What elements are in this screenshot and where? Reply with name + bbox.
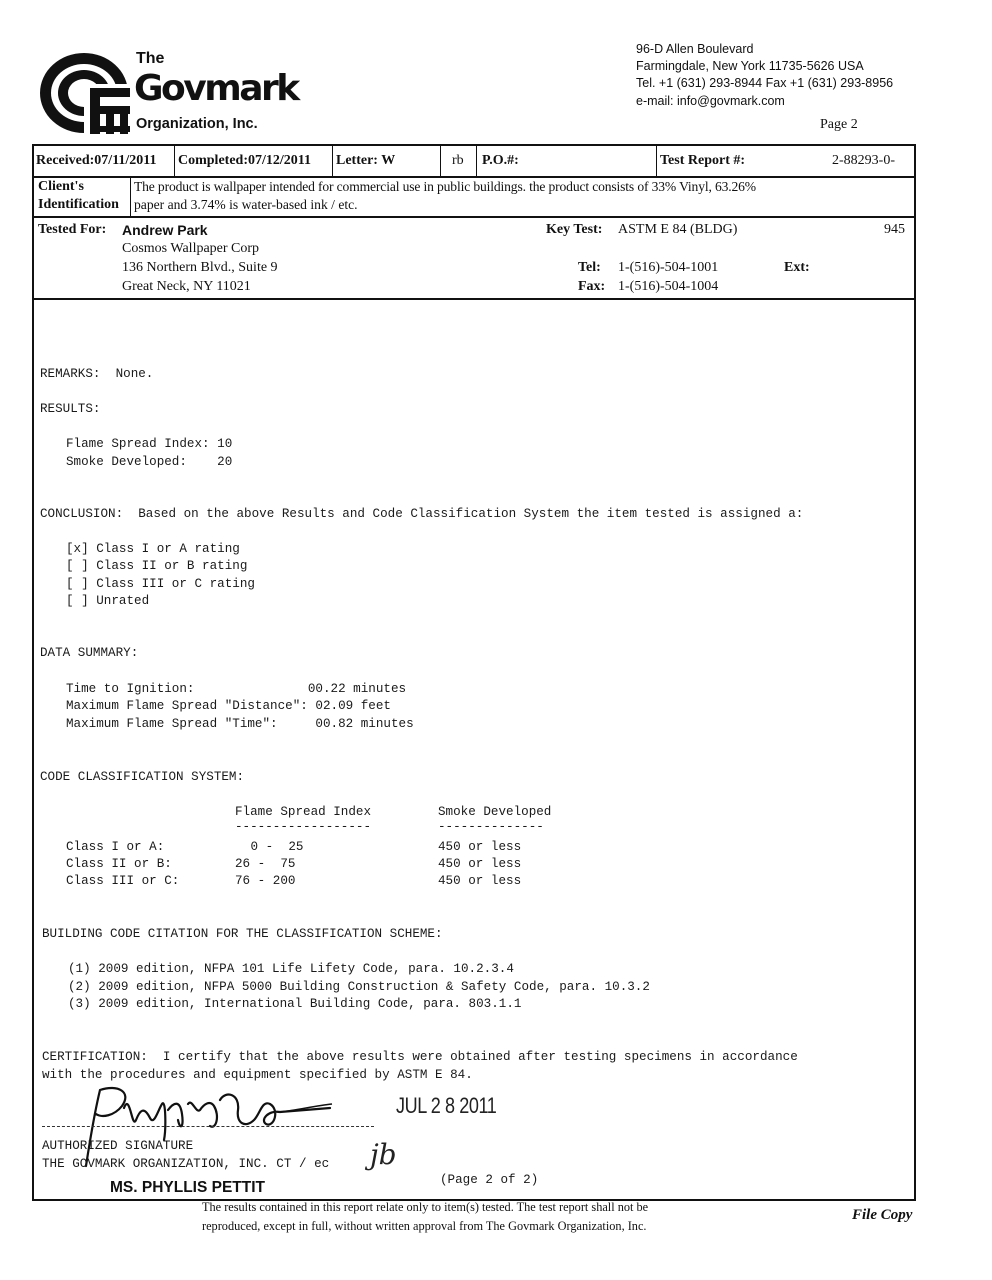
- tested-for-label: Tested For:: [38, 222, 107, 237]
- report-body-border: [32, 299, 916, 1201]
- conclusion-line: CONCLUSION: Based on the above Results and Code Classification System the item tested is assigned a:: [40, 507, 804, 521]
- key-test-value: ASTM E 84 (BLDG): [618, 222, 738, 237]
- smoke-developed-result: Smoke Developed: 20: [66, 455, 233, 469]
- key-test-code: 945: [884, 222, 905, 237]
- fax-label: Fax:: [578, 279, 606, 294]
- received-date-stamp: JUL 2 8 2011: [396, 1093, 497, 1118]
- logo-organization-text: Organization, Inc.: [136, 116, 258, 132]
- certification-line1: CERTIFICATION: I certify that the above results were obtained after testing specimens in accordance: [42, 1050, 798, 1064]
- logo-the-text: The: [136, 50, 165, 67]
- handwritten-initials: jb: [370, 1138, 397, 1171]
- citation-item: (3) 2009 edition, International Building Code, para. 803.1.1: [68, 997, 522, 1011]
- tel-label: Tel:: [578, 260, 601, 275]
- data-summary-ignition: Time to Ignition: 00.22 minutes: [66, 682, 407, 696]
- authorized-signature-label: AUTHORIZED SIGNATURE: [42, 1139, 194, 1153]
- code-row-smoke: 450 or less: [438, 840, 522, 854]
- page-label: Page 2: [820, 117, 858, 132]
- data-summary-distance: Maximum Flame Spread "Distance": 02.09 feet: [66, 699, 391, 713]
- citation-item: (2) 2009 edition, NFPA 5000 Building Construction & Safety Code, para. 10.3.2: [68, 980, 650, 994]
- key-test-label: Key Test:: [546, 222, 603, 237]
- test-report-number: 2-88293-0-: [832, 153, 895, 168]
- rating-class-3: [ ] Class III or C rating: [66, 577, 255, 591]
- remarks-line: REMARKS: None.: [40, 367, 154, 381]
- code-col-flame-rule: ------------------: [235, 820, 372, 834]
- footer-disclaimer-line1: The results contained in this report relate only to item(s) tested. The test report shall not be: [202, 1200, 649, 1214]
- data-summary-time: Maximum Flame Spread "Time": 00.82 minutes: [66, 717, 414, 731]
- rating-unrated: [ ] Unrated: [66, 594, 150, 608]
- code-row-class: Class II or B:: [66, 857, 172, 871]
- page-of-label: (Page 2 of 2): [440, 1173, 539, 1187]
- address-street: 96-D Allen Boulevard: [636, 42, 754, 56]
- received-date: Received:07/11/2011: [36, 153, 157, 168]
- initials-field: rb: [452, 153, 464, 168]
- code-classification-heading: CODE CLASSIFICATION SYSTEM:: [40, 770, 245, 784]
- citation-heading: BUILDING CODE CITATION FOR THE CLASSIFICATION SCHEME:: [42, 927, 443, 941]
- org-line: THE GOVMARK ORGANIZATION, INC. CT / ec: [42, 1157, 330, 1171]
- test-report-label: Test Report #:: [660, 153, 746, 168]
- address-city: Farmingdale, New York 11735-5626 USA: [636, 59, 864, 73]
- code-col-flame-header: Flame Spread Index: [235, 805, 372, 819]
- address-phone: Tel. +1 (631) 293-8944 Fax +1 (631) 293-8956: [636, 76, 894, 90]
- client-street: 136 Northern Blvd., Suite 9: [122, 260, 278, 275]
- data-summary-heading: DATA SUMMARY:: [40, 646, 139, 660]
- code-row-fsi: 0 - 25: [243, 840, 304, 854]
- completed-date: Completed:07/12/2011: [178, 153, 311, 168]
- code-row-fsi: 76 - 200: [235, 874, 296, 888]
- code-col-smoke-header: Smoke Developed: [438, 805, 552, 819]
- file-copy-label: File Copy: [852, 1207, 913, 1223]
- signature-line: [42, 1126, 374, 1127]
- govmark-logo-icon: [38, 48, 134, 136]
- client-label-line2: Identification: [38, 197, 119, 212]
- code-row-smoke: 450 or less: [438, 857, 522, 871]
- tel-value: 1-(516)-504-1001: [618, 260, 719, 275]
- client-city: Great Neck, NY 11021: [122, 279, 251, 294]
- results-heading: RESULTS:: [40, 402, 101, 416]
- client-identification-line1: The product is wallpaper intended for commercial use in public buildings. the product consists of 33% Vinyl, 63.26%: [134, 179, 756, 194]
- code-row-class: Class III or C:: [66, 874, 180, 888]
- code-row-smoke: 450 or less: [438, 874, 522, 888]
- address-email: e-mail: info@govmark.com: [636, 94, 785, 108]
- ext-label: Ext:: [784, 260, 810, 275]
- report-header-box: [32, 144, 916, 300]
- po-field: P.O.#:: [482, 153, 519, 168]
- client-identification-line2: paper and 3.74% is water-based ink / etc.: [134, 197, 358, 212]
- client-label-line1: Client's: [38, 179, 84, 194]
- letter-field: Letter: W: [336, 153, 396, 168]
- client-company: Cosmos Wallpaper Corp: [122, 241, 260, 256]
- handwritten-signature-icon: [70, 1070, 360, 1170]
- fax-value: 1-(516)-504-1004: [618, 279, 719, 294]
- logo-govmark-text: Govmark: [134, 68, 298, 109]
- code-row-fsi: 26 - 75: [235, 857, 296, 871]
- citation-item: (1) 2009 edition, NFPA 101 Life Lifety Code, para. 10.2.3.4: [68, 962, 514, 976]
- certification-line2: with the procedures and equipment specified by ASTM E 84.: [42, 1068, 473, 1082]
- code-col-smoke-rule: --------------: [438, 820, 544, 834]
- signer-name: MS. PHYLLIS PETTIT: [110, 1179, 266, 1196]
- code-row-class: Class I or A:: [66, 840, 165, 854]
- flame-spread-result: Flame Spread Index: 10: [66, 437, 233, 451]
- tested-for-name: Andrew Park: [122, 222, 208, 238]
- rating-class-1: [x] Class I or A rating: [66, 542, 240, 556]
- rating-class-2: [ ] Class II or B rating: [66, 559, 248, 573]
- footer-disclaimer-line2: reproduced, except in full, without written approval from The Govmark Organization, Inc.: [202, 1219, 647, 1233]
